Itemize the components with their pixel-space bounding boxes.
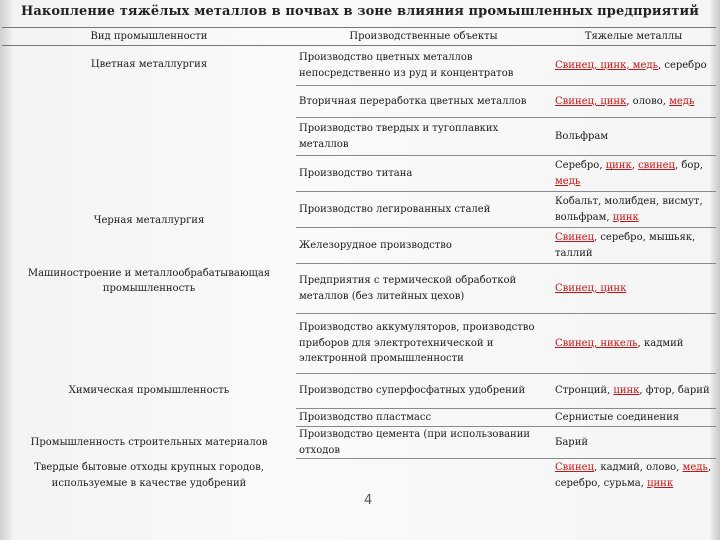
highlighted-metal: медь bbox=[669, 95, 695, 107]
object-cell: Производство цемента (при использовании отходов bbox=[296, 427, 551, 459]
metals-cell bbox=[551, 314, 716, 374]
highlighted-metal: цинк bbox=[612, 211, 639, 223]
metal-text: , кадмий, олово, bbox=[593, 462, 683, 474]
metal-text: Барий bbox=[555, 436, 589, 448]
object-cell: Предприятия с термической обработкой металлов (без литейных цехов) bbox=[296, 264, 551, 314]
metals-cell bbox=[551, 156, 716, 192]
header-objects: Производственные объекты bbox=[296, 28, 551, 46]
metal-text: , олово, bbox=[626, 95, 670, 107]
object-cell: Вторичная переработка цветных металлов bbox=[296, 86, 551, 118]
object-cell: Производство цветных металлов непосредственно из руд и концентратов bbox=[299, 52, 514, 79]
highlighted-metal: Свинец bbox=[555, 462, 594, 474]
highlighted-metal: цинк bbox=[613, 385, 640, 397]
metal-text: Вольфрам bbox=[555, 130, 609, 142]
highlighted-metal: медь bbox=[682, 462, 708, 474]
highlighted-metal: свинец bbox=[638, 160, 675, 171]
highlighted-metal: Свинец, цинк, медь bbox=[555, 59, 658, 71]
highlighted-metal: цинк bbox=[605, 160, 632, 171]
highlighted-metal: цинк bbox=[647, 477, 674, 489]
object-cell: Железорудное производство bbox=[296, 228, 551, 264]
metal-text: Серебро, bbox=[555, 160, 606, 171]
metal-text: , кадмий bbox=[637, 337, 684, 349]
table-header-row bbox=[2, 28, 716, 46]
table-row bbox=[2, 409, 716, 427]
highlighted-metal: Свинец, никель bbox=[555, 337, 638, 349]
object-cell: Производство легированных сталей bbox=[296, 192, 551, 228]
table-row bbox=[2, 156, 716, 192]
metal-text: , серебро, мышьяк, таллий bbox=[555, 232, 696, 259]
metal-text: , bbox=[631, 160, 639, 171]
highlighted-metal: Свинец, цинк bbox=[555, 95, 627, 107]
object-cell: Производство суперфосфатных удобрений bbox=[296, 374, 551, 409]
header-industry: Вид промышленности bbox=[2, 28, 296, 46]
object-cell: Производство титана bbox=[296, 156, 551, 192]
table-row bbox=[2, 459, 716, 493]
metals-cell bbox=[551, 374, 716, 409]
metals-cell bbox=[551, 459, 716, 493]
table-row bbox=[2, 374, 716, 409]
metals-cell bbox=[551, 118, 716, 156]
object-cell: Производство аккумуляторов, производство приборов для электротехнической и электронной промышленности bbox=[296, 314, 551, 374]
metals-cell bbox=[551, 264, 716, 314]
metal-text: , серебро bbox=[657, 59, 707, 71]
metals-cell bbox=[551, 86, 716, 118]
heavy-metals-table bbox=[2, 27, 716, 493]
metal-text: Кобальт, молибден, висмут, вольфрам, bbox=[555, 196, 703, 223]
industry-construction-materials: Промышленность строительных материалов bbox=[30, 436, 268, 448]
metals-cell bbox=[551, 409, 716, 427]
metals-cell bbox=[551, 192, 716, 228]
header-metals: Тяжелые металлы bbox=[551, 28, 716, 46]
metal-text: Стронций, bbox=[555, 385, 614, 397]
table-row bbox=[2, 46, 716, 86]
metals-cell bbox=[551, 46, 716, 86]
metal-text: Сернистые соединения bbox=[555, 411, 680, 423]
metal-text: , бор, bbox=[675, 160, 703, 171]
object-cell bbox=[296, 459, 551, 493]
industry-machine-building: Машиностроение и металлообрабатывающая промышленность bbox=[27, 267, 271, 294]
highlighted-metal: медь bbox=[555, 175, 581, 187]
slide-title: Накопление тяжёлых металлов в почвах в зоне влияния промышленных предприятий bbox=[20, 4, 700, 19]
object-cell: Производство пластмасс bbox=[296, 409, 551, 427]
industry-ferrous: Черная металлургия bbox=[93, 214, 205, 226]
highlighted-metal: Свинец bbox=[555, 232, 594, 243]
metals-cell bbox=[551, 427, 716, 459]
highlighted-metal: Свинец, цинк bbox=[555, 282, 627, 294]
object-cell: Производство твердых и тугоплавких металлов bbox=[296, 118, 551, 156]
page-number: 4 bbox=[364, 493, 373, 508]
industry-chemical: Химическая промышленность bbox=[68, 385, 230, 397]
metal-text: , фтор, барий bbox=[639, 385, 710, 397]
table-row bbox=[2, 264, 716, 314]
metals-cell bbox=[551, 228, 716, 264]
industry-municipal-waste: Твердые бытовые отходы крупных городов, используемые в качестве удобрений bbox=[34, 462, 264, 489]
metal-text: , серебро, сурьма, bbox=[555, 462, 712, 489]
industry-nonferrous: Цветная металлургия bbox=[90, 59, 208, 70]
